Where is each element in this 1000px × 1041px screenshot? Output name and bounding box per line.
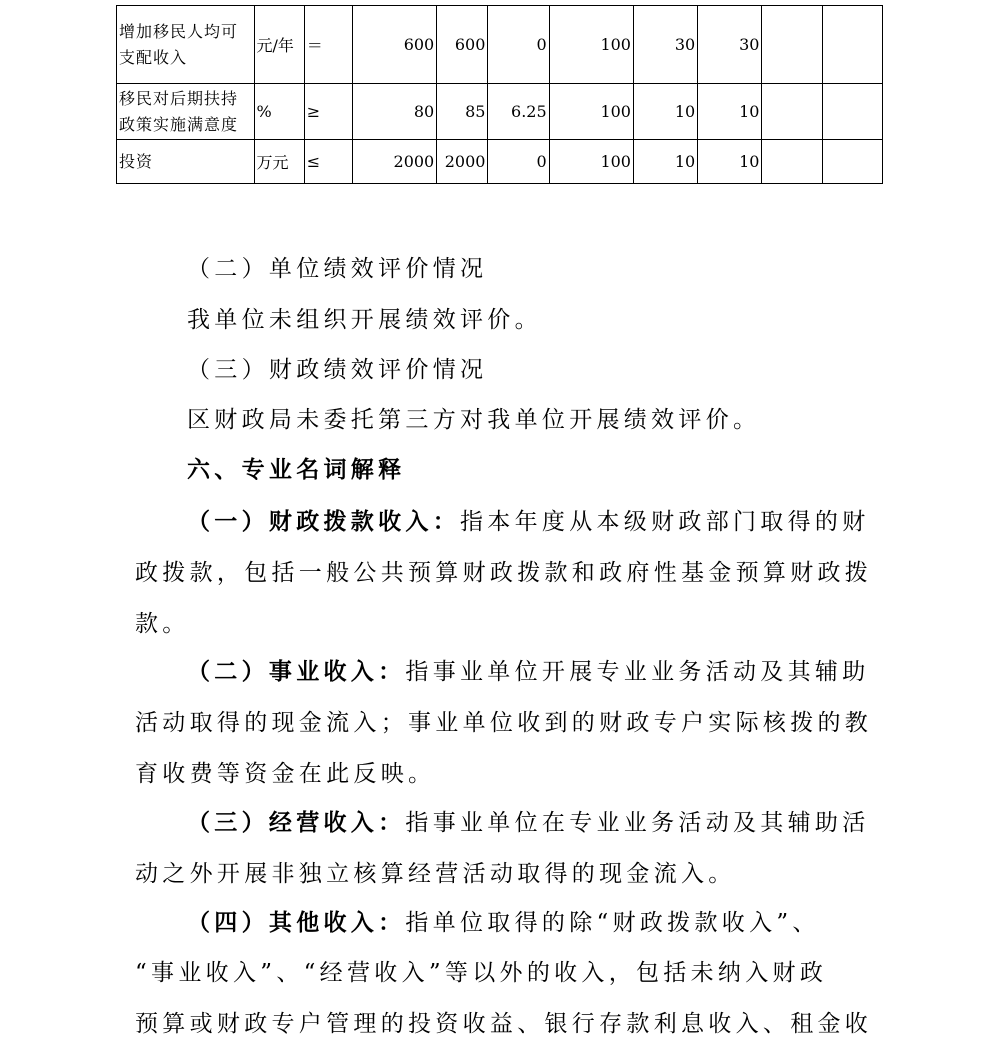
value-cell: 100 xyxy=(549,84,633,140)
operator-cell: ≥ xyxy=(304,84,352,140)
value-cell: 10 xyxy=(698,84,762,140)
fiscal-eval-text: 区财政局未委托第三方对我单位开展绩效评价。 xyxy=(187,407,761,433)
unit-cell: 万元 xyxy=(254,140,304,184)
term-text: 指单位取得的除“财政拨款收入”、 xyxy=(405,910,820,936)
value-cell: 80 xyxy=(352,84,436,140)
term-paragraph-line xyxy=(187,507,870,537)
term-paragraph-line: 活动取得的现金流入；事业单位收到的财政专户实际核拨的教 xyxy=(135,710,873,736)
value-cell: 85 xyxy=(437,84,488,140)
operator-cell: ≤ xyxy=(304,140,352,184)
unit-cell: % xyxy=(254,84,304,140)
value-cell: 2000 xyxy=(352,140,436,184)
table-row xyxy=(117,6,883,84)
value-cell: 2000 xyxy=(437,140,488,184)
empty-cell xyxy=(822,6,882,84)
term-paragraph-line: 预算或财政专户管理的投资收益、银行存款利息收入、租金收 xyxy=(135,1011,873,1037)
table-row xyxy=(117,84,883,140)
value-cell: 0 xyxy=(488,6,549,84)
indicator-name: 投资 xyxy=(117,140,255,184)
term-paragraph-line xyxy=(187,808,870,838)
value-cell: 600 xyxy=(352,6,436,84)
operator-cell: ＝ xyxy=(304,6,352,84)
unit-eval-heading: （二）单位绩效评价情况 xyxy=(187,256,488,282)
fiscal-eval-heading: （三）财政绩效评价情况 xyxy=(187,357,488,383)
value-cell: 10 xyxy=(633,140,697,184)
empty-cell xyxy=(762,84,822,140)
term-paragraph-line xyxy=(187,657,870,687)
term-text: 指本年度从本级财政部门取得的财 xyxy=(460,509,870,535)
value-cell: 10 xyxy=(633,84,697,140)
term-label: （二）事业收入： xyxy=(187,658,406,685)
value-cell: 30 xyxy=(633,6,697,84)
empty-cell xyxy=(762,6,822,84)
indicator-name: 增加移民人均可支配收入 xyxy=(117,6,255,84)
value-cell: 100 xyxy=(549,6,633,84)
term-paragraph-line: 育收费等资金在此反映。 xyxy=(135,761,436,787)
term-text: 指事业单位在专业业务活动及其辅助活 xyxy=(405,810,870,836)
empty-cell xyxy=(822,84,882,140)
empty-cell xyxy=(762,140,822,184)
value-cell: 100 xyxy=(549,140,633,184)
term-label: （一）财政拨款收入： xyxy=(187,508,460,535)
value-cell: 10 xyxy=(698,140,762,184)
term-paragraph-line: 款。 xyxy=(135,611,190,637)
value-cell: 0 xyxy=(488,140,549,184)
unit-cell: 元/年 xyxy=(254,6,304,84)
performance-table xyxy=(116,5,883,184)
term-label: （三）经营收入： xyxy=(187,809,406,836)
term-paragraph-line: 政拨款，包括一般公共预算财政拨款和政府性基金预算财政拨 xyxy=(135,560,873,586)
term-paragraph-line xyxy=(187,908,820,938)
term-paragraph-line: 动之外开展非独立核算经营活动取得的现金流入。 xyxy=(135,861,736,887)
term-label: （四）其他收入： xyxy=(187,909,406,936)
table-row xyxy=(117,140,883,184)
empty-cell xyxy=(822,140,882,184)
value-cell: 600 xyxy=(437,6,488,84)
term-text: 指事业单位开展专业业务活动及其辅助 xyxy=(405,659,870,685)
value-cell: 6.25 xyxy=(488,84,549,140)
indicator-name: 移民对后期扶持政策实施满意度 xyxy=(117,84,255,140)
value-cell: 30 xyxy=(698,6,762,84)
term-paragraph-line: “事业收入”、“经营收入”等以外的收入，包括未纳入财政 xyxy=(135,960,828,986)
glossary-heading: 六、专业名词解释 xyxy=(187,456,406,483)
unit-eval-text: 我单位未组织开展绩效评价。 xyxy=(187,307,542,333)
